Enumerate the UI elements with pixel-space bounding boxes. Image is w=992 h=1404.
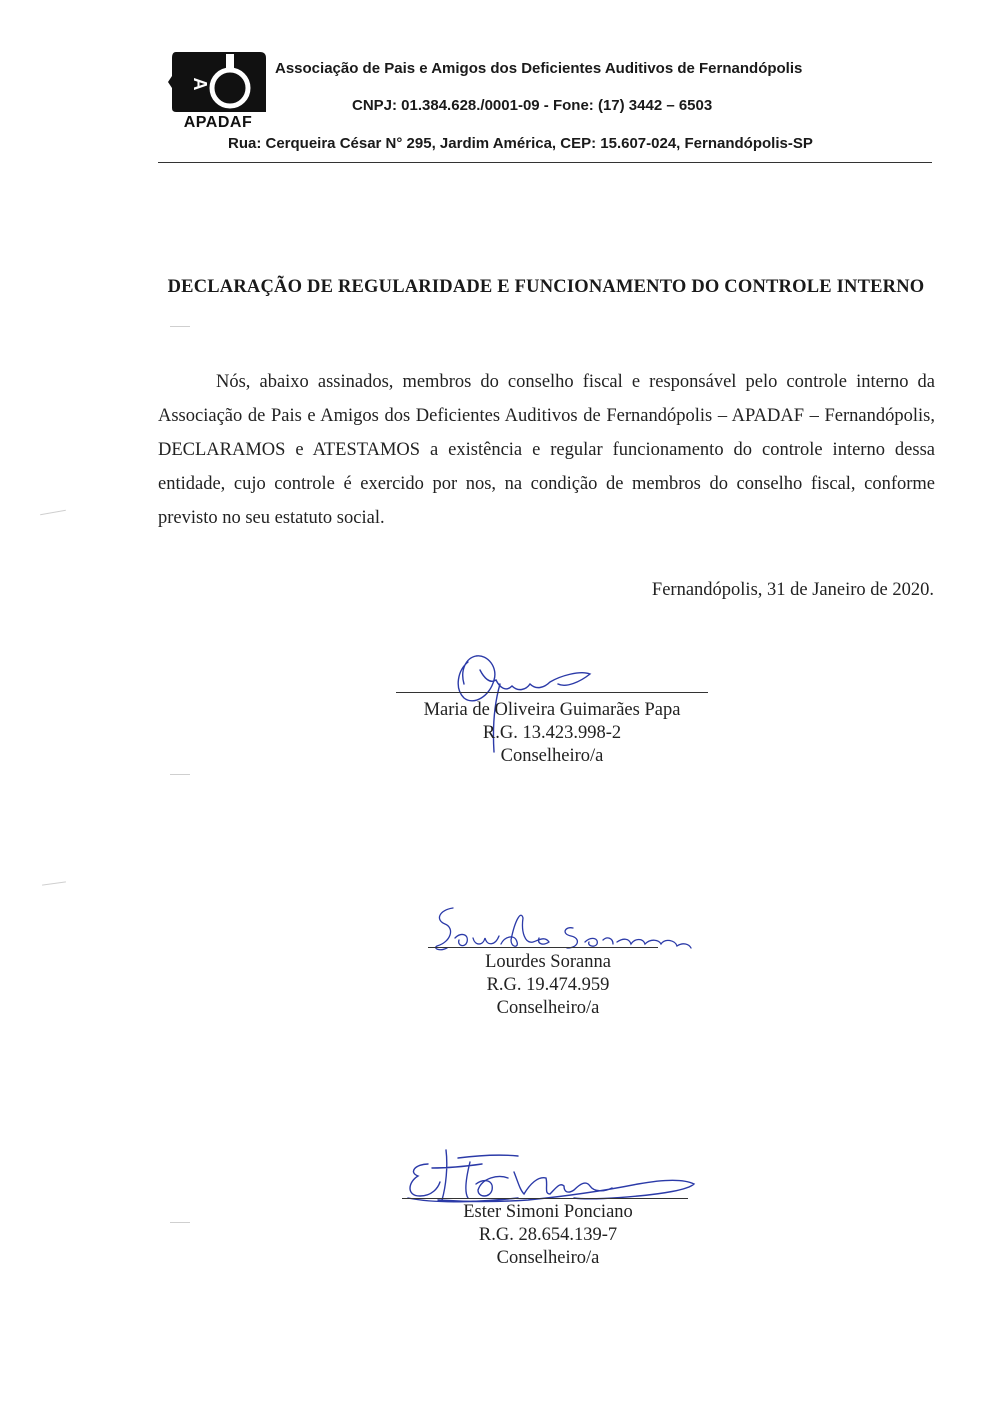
signatory-2-role: Conselheiro/a <box>496 998 600 1018</box>
signatory-2-name: Lourdes Soranna <box>485 952 611 972</box>
declaration-paragraph: Nós, abaixo assinados, membros do conselho fiscal e responsável pelo controle interno da Associação de Pais e Amigos dos Deficientes Auditivos de Fernandópolis – APADAF – Fernandópolis, DECLARAMOS e ATESTAMOS a existência e regular funcionamento do controle interno dessa entidade, cujo controle é exercido por nos, na condição de membros do conselho fiscal, conforme previsto no seu estatuto social. <box>158 372 935 528</box>
org-address: Rua: Cerqueira César N° 295, Jardim América, CEP: 15.607-024, Fernandópolis-SP <box>228 135 813 152</box>
scan-mark <box>40 510 66 515</box>
scan-mark <box>170 774 190 775</box>
header-divider <box>158 162 932 163</box>
document-title: DECLARAÇÃO DE REGULARIDADE E FUNCIONAMENTO DO CONTROLE INTERNO <box>167 277 925 297</box>
signature-2-line <box>428 947 658 948</box>
signatory-2 <box>388 951 708 1020</box>
org-name: Associação de Pais e Amigos dos Deficientes Auditivos de Fernandópolis <box>275 60 803 77</box>
signatory-3-role: Conselheiro/a <box>496 1248 600 1268</box>
place-date: Fernandópolis, 31 de Janeiro de 2020. <box>651 580 934 600</box>
signatory-1-rg: R.G. 13.423.998-2 <box>482 723 622 743</box>
scan-mark <box>170 326 190 327</box>
signatory-3-name: Ester Simoni Ponciano <box>463 1202 633 1222</box>
signatory-1-name: Maria de Oliveira Guimarães Papa <box>423 700 681 720</box>
apadaf-logo <box>168 48 268 134</box>
scan-mark <box>170 1222 190 1223</box>
signature-1-line <box>396 692 708 693</box>
signatory-1 <box>392 699 712 768</box>
signature-3-line <box>402 1198 688 1199</box>
ear-logo-icon <box>168 48 268 118</box>
signatory-3 <box>388 1201 708 1270</box>
org-cnpj-phone: CNPJ: 01.384.628./0001-09 - Fone: (17) 3442 – 6503 <box>352 97 713 114</box>
logo-wordmark: APADAF <box>183 114 253 131</box>
scan-mark <box>42 881 66 885</box>
signatory-3-rg: R.G. 28.654.139-7 <box>478 1225 618 1245</box>
signatory-2-rg: R.G. 19.474.959 <box>486 975 610 995</box>
signatory-1-role: Conselheiro/a <box>500 746 604 766</box>
logo-letter: A <box>190 77 210 91</box>
